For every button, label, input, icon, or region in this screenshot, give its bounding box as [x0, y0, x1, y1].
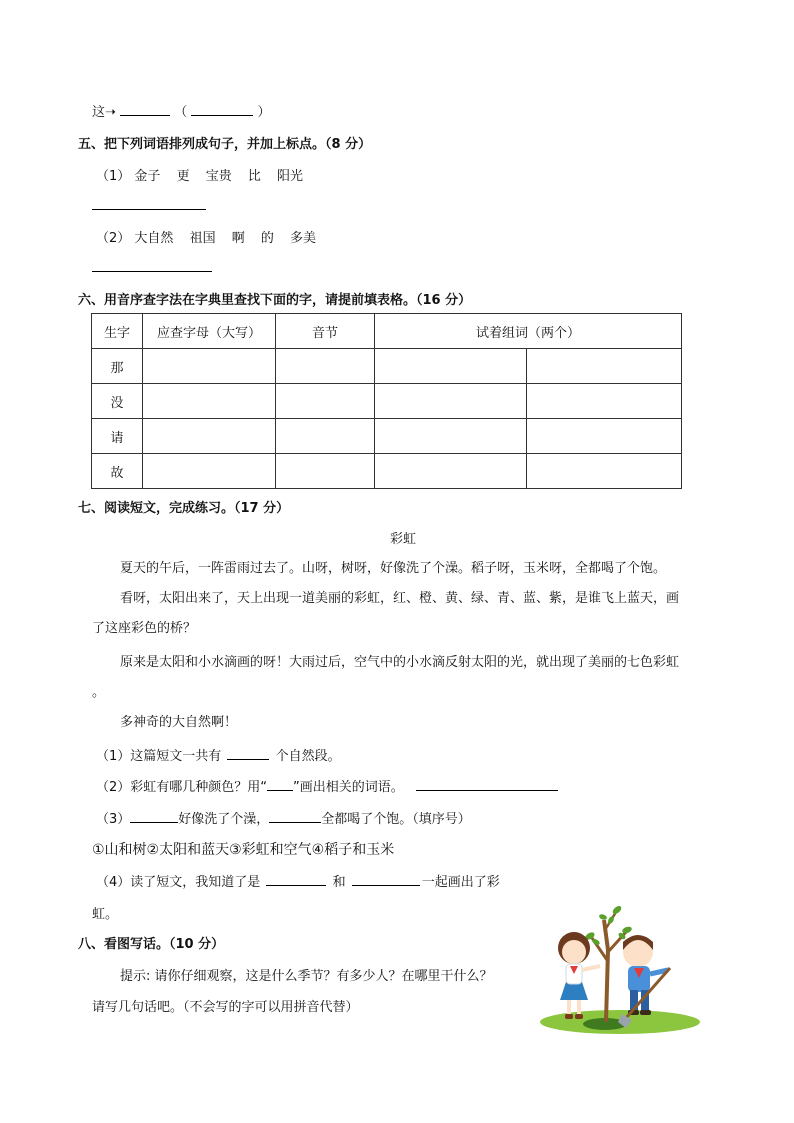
s5-q1-word: 更: [176, 169, 190, 184]
tree-planting-illustration: [530, 890, 700, 1040]
story-paragraph-3a: 原来是太阳和小水滴画的呀！大雨过后，空气中的小水滴反射太阳的光，就出现了美丽的七色彩虹: [120, 655, 680, 670]
s5-q2-num: （2）: [96, 231, 131, 246]
s7-q3-blank-2[interactable]: [269, 808, 321, 823]
s7-q3-blank-1[interactable]: [130, 808, 178, 823]
s7-q2-text-b: ”画出相关的词语。: [293, 780, 404, 795]
top-open-paren: （: [174, 105, 188, 120]
cell-letter[interactable]: [143, 349, 276, 384]
top-close-paren: ）: [257, 105, 271, 120]
cell-word-2[interactable]: [527, 419, 682, 454]
s5-q2-word: 大自然: [134, 231, 174, 246]
table-header-row: [92, 314, 682, 349]
s5-q2-word: 多美: [290, 231, 317, 246]
s8-hint-line-2: 请写几句话吧。（不会写的字可以用拼音代替）: [92, 1000, 359, 1015]
cell-letter[interactable]: [143, 419, 276, 454]
s7-q3-text-c: 全都喝了个饱。（填序号）: [321, 812, 471, 827]
s5-q2-answer-line[interactable]: [92, 271, 212, 272]
s7-q3-text-b: 好像洗了个澡，: [178, 812, 270, 827]
header-words: 试着组词（两个）: [375, 314, 682, 349]
header-letter: 应查字母（大写）: [143, 314, 276, 349]
table-row: [92, 454, 682, 489]
cell-syllable[interactable]: [276, 349, 375, 384]
s7-question-2: [96, 776, 558, 795]
top-fill-line: [92, 101, 271, 120]
section7-title: 七、阅读短文，完成练习。（17 分）: [78, 501, 290, 516]
character-table: [91, 313, 682, 489]
cell-syllable[interactable]: [276, 419, 375, 454]
cell-letter[interactable]: [143, 454, 276, 489]
cell-word-1[interactable]: [375, 454, 527, 489]
girl-figure: [558, 932, 600, 1019]
story-paragraph-2a: 看呀，太阳出来了，天上出现一道美丽的彩虹，红、橙、黄、绿、青、蓝、紫，是谁飞上蓝天，画: [120, 591, 680, 606]
cell-word-1[interactable]: [375, 384, 527, 419]
s5-question-1: [96, 165, 303, 184]
cell-word-1[interactable]: [375, 419, 527, 454]
cell-syllable[interactable]: [276, 384, 375, 419]
s7-q4-text-c: 一起画出了彩: [421, 875, 500, 890]
top-blank-2[interactable]: [191, 101, 253, 116]
header-character: 生字: [92, 314, 143, 349]
s5-q1-word: 金子: [134, 169, 161, 184]
s7-question-4: [96, 871, 500, 890]
cell-letter[interactable]: [143, 384, 276, 419]
story-paragraph-2b: 了这座彩色的桥？: [92, 621, 197, 636]
cell-word-2[interactable]: [527, 454, 682, 489]
header-syllable: 音节: [276, 314, 375, 349]
row-character: 故: [92, 454, 143, 489]
s7-question-3: [96, 808, 471, 827]
cell-word-1[interactable]: [375, 349, 527, 384]
cell-word-2[interactable]: [527, 384, 682, 419]
s7-question-1: [96, 745, 341, 764]
s5-q1-word: 阳光: [277, 169, 304, 184]
cell-word-2[interactable]: [527, 349, 682, 384]
s7-q2-underline-sample: [267, 776, 293, 791]
cell-syllable[interactable]: [276, 454, 375, 489]
s7-q4-blank-1[interactable]: [266, 871, 326, 886]
section8-title: 八、看图写话。（10 分）: [78, 937, 225, 952]
table-row: [92, 349, 682, 384]
story-paragraph-4: 多神奇的大自然啊！: [120, 715, 238, 730]
top-blank-1[interactable]: [120, 101, 170, 116]
s5-q2-word: 啊: [231, 231, 245, 246]
s7-q4-text-a: （4）读了短文，我知道了是: [96, 875, 261, 890]
section6-title: 六、用音序查字法在字典里查找下面的字，请提前填表格。（16 分）: [78, 293, 472, 308]
s8-hint-line-1: 提示: 请你仔细观察，这是什么季节？有多少人？在哪里干什么？: [120, 969, 493, 984]
s7-q4-text-b: 和: [332, 875, 346, 890]
s5-q1-word: 比: [247, 169, 261, 184]
s7-options: ①山和树②太阳和蓝天③彩虹和空气④稻子和玉米: [92, 842, 395, 858]
s7-q3-text-a: （3）: [96, 812, 131, 827]
s7-q1-blank[interactable]: [227, 745, 269, 760]
s5-q1-word: 宝贵: [205, 169, 232, 184]
s7-q2-text-a: （2）彩虹有哪几种颜色？用“: [96, 780, 268, 795]
row-character: 没: [92, 384, 143, 419]
table-row: [92, 419, 682, 454]
s5-q1-num: （1）: [96, 169, 131, 184]
s5-q2-word: 祖国: [189, 231, 216, 246]
story-paragraph-3b: 。: [92, 685, 106, 700]
s7-q4-continuation: 虹。: [92, 907, 119, 922]
section5-title: 五、把下列词语排列成句子，并加上标点。（8 分）: [78, 137, 372, 152]
table-row: [92, 384, 682, 419]
row-character: 那: [92, 349, 143, 384]
story-paragraph-1: 夏天的午后，一阵雷雨过去了。山呀，树呀，好像洗了个澡。稻子呀，玉米呀，全都喝了个饱。: [120, 561, 667, 576]
story-title: 彩虹: [390, 532, 417, 547]
s5-question-2: [96, 227, 316, 246]
s5-q1-answer-line[interactable]: [92, 209, 206, 210]
s7-q4-blank-2[interactable]: [352, 871, 420, 886]
s7-q1-text-a: （1）这篇短文一共有: [96, 749, 222, 764]
s5-q2-word: 的: [260, 231, 274, 246]
s7-q1-text-b: 个自然段。: [275, 749, 341, 764]
s7-q2-blank[interactable]: [416, 776, 558, 791]
row-character: 请: [92, 419, 143, 454]
top-line-prefix: 这➝: [92, 105, 116, 120]
sapling-tree: [584, 904, 633, 1022]
